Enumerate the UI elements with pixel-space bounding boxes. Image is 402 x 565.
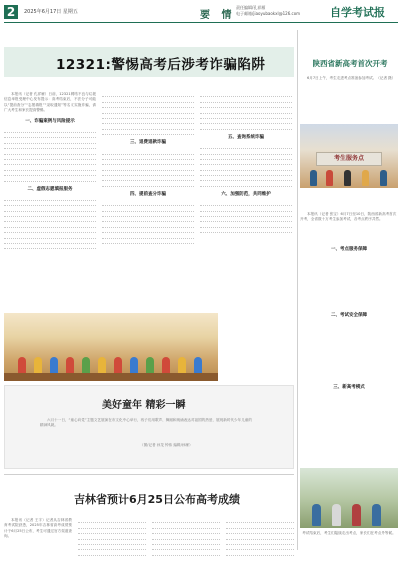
article-subhead: 五、查询系统诈骗	[228, 134, 264, 140]
photo-figure	[332, 504, 341, 526]
article-subhead: 二、虚假志愿填报服务	[27, 186, 73, 192]
editor-info	[236, 5, 300, 16]
feature-caption: 六月十一日，“童心向党”主题文艺展演在市文化中心举行，孩子们用歌声、舞蹈和朗诵表达对祖国的热爱，展现新时代少年儿童的精神风貌。	[40, 418, 252, 428]
header-rule	[4, 22, 398, 23]
sidebar-photo-caption: 6月7日上午，考生走进考点准备参加考试。（记者 摄）	[307, 76, 396, 80]
section-divider	[4, 474, 294, 475]
photo-sign: 考生服务点	[316, 152, 382, 166]
page-number: 2	[4, 5, 18, 19]
page-header	[0, 0, 402, 22]
sidebar-bottom-caption: 考试结束后，考生们陆续走出考点，家长们在考点外等候。	[302, 531, 396, 535]
article-column	[4, 518, 72, 542]
sidebar-photo	[300, 124, 398, 188]
sidebar-subhead: 三、新高考模式	[333, 385, 365, 390]
sidebar-photo-bottom	[300, 468, 398, 528]
feature-title: 美好童年 精彩一瞬	[102, 400, 186, 411]
article-column	[152, 518, 220, 556]
column-divider	[297, 30, 298, 550]
main-headline: 12321:警惕高考后涉考诈骗陷阱	[56, 57, 266, 73]
feature-photo	[4, 313, 218, 381]
photo-figure	[344, 170, 351, 186]
issue-date: 2025年6月17日 星期五	[24, 9, 78, 15]
photo-figure	[372, 504, 381, 526]
sidebar-subhead: 二、考试安全保障	[331, 313, 367, 318]
feature-credit: （图/记者 孙龙 钟伟 编辑/孙雁）	[140, 443, 193, 447]
photo-figure	[312, 504, 321, 526]
bottom-headline: 吉林省预计6月25日公布高考成绩	[74, 493, 240, 506]
photo-figure	[352, 504, 361, 526]
newspaper-logo: 自学考试报	[330, 6, 385, 19]
article-intro: 本报讯（记者 孔祥雁）日前，12321网络不良与垃圾信息举报受理中心发布提示：高考结束后，不法分子可能以“提前查分”“志愿填报”“录取通知”等名义实施诈骗，请广大考生和家长提高警惕。	[4, 92, 96, 113]
bottom-article-text: 本报讯（记者 王宇）记者从吉林省教育考试院获悉，2025年吉林省高考成绩预计于6月25日公布，考生可通过官方渠道查询。	[4, 518, 72, 539]
photo-figure	[380, 170, 387, 186]
bottom-article-body	[4, 518, 294, 558]
sidebar-subhead: 一、考点服务保障	[331, 247, 367, 252]
article-subhead: 一、诈骗案例与风险提示	[25, 118, 75, 124]
photo-figure	[310, 170, 317, 186]
sidebar-intro: 本报讯（记者 张宝）6月7日至10日，陕西省新高考首次开考，全省数十万考生参加考试，各考点秩序井然。	[300, 212, 397, 222]
article-subhead: 四、提前查分诈骗	[130, 191, 166, 197]
photo-stage	[4, 373, 218, 381]
section-title: 要 情	[200, 10, 236, 21]
article-column	[78, 518, 146, 556]
editor-email: 电子邮箱/jiaoyubaokxl@126.com	[236, 10, 301, 16]
sidebar-headline: 陕西省新高考首次开考	[312, 59, 388, 68]
article-subhead: 六、加强防范，共同维护	[221, 191, 271, 197]
editor-name: 责任编辑/孔祥雁	[236, 5, 266, 10]
article-column	[226, 518, 294, 556]
article-subhead: 三、退费退款诈骗	[130, 140, 166, 146]
photo-figure	[362, 170, 369, 186]
photo-figure	[326, 170, 333, 186]
